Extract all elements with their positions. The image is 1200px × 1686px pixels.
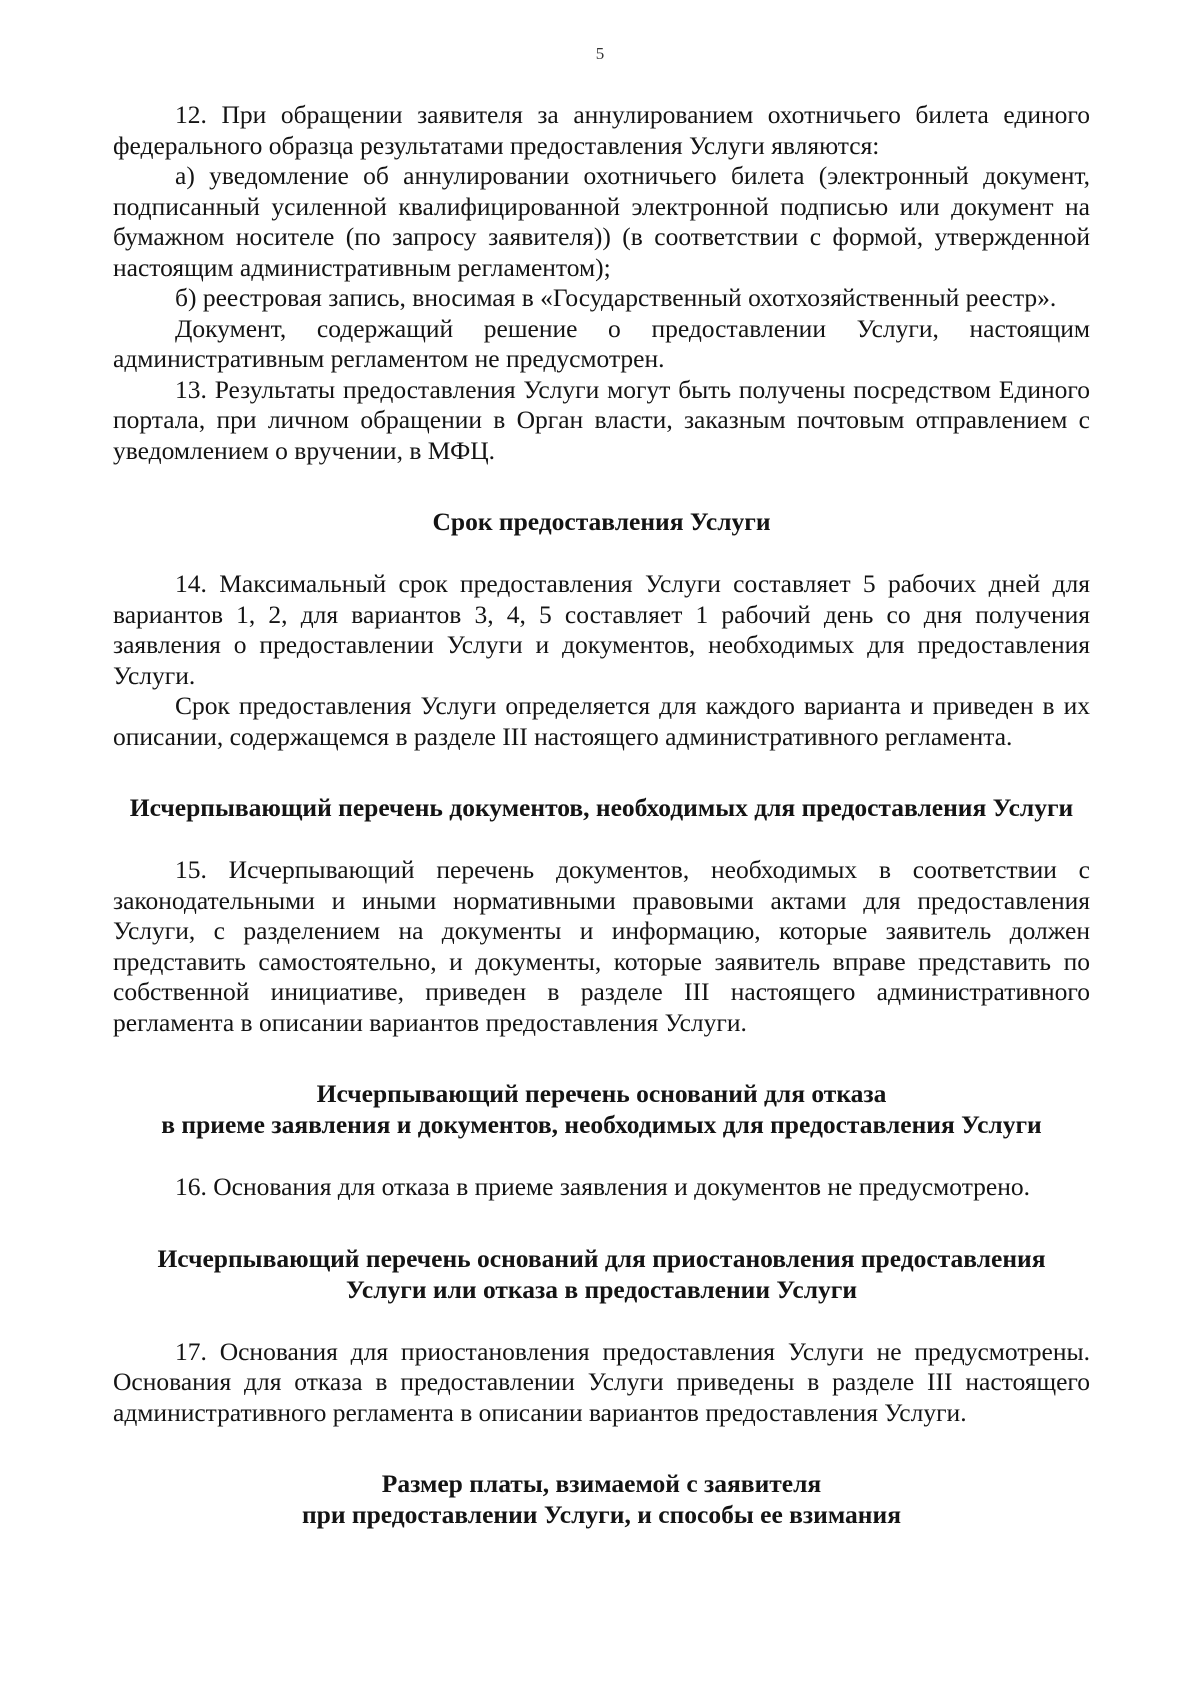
paragraph-15: 15. Исчерпывающий перечень документов, необходимых в соответствии с законодательными и иными нормативными правовыми актами для предоставления Услуги, с разделением на документы и информацию, которые заявитель должен представить самостоятельно, и документы, которые заявитель вправе представить по собственной инициативе, приведен в разделе III настоящего административного регламента в описании вариантов предоставления Услуги.	[113, 855, 1090, 1037]
heading-line: в приеме заявления и документов, необходимых для предоставления Услуги	[161, 1110, 1042, 1139]
paragraph-12-note: Документ, содержащий решение о предоставлении Услуги, настоящим административным регламентом не предусмотрен.	[113, 313, 1090, 373]
paragraph-14-note: Срок предоставления Услуги определяется для каждого варианта и приведен в их описании, содержащемся в разделе III настоящего административного регламента.	[113, 691, 1090, 751]
section-heading-documents	[113, 792, 1090, 823]
paragraph-13: 13. Результаты предоставления Услуги могут быть получены посредством Единого портала, при личном обращении в Орган власти, заказным почтовым отправлением с уведомлением о вручении, в МФЦ.	[113, 374, 1090, 465]
heading-line: Исчерпывающий перечень оснований для приостановления предоставления	[157, 1243, 1046, 1273]
paragraph-12a: а) уведомление об аннулировании охотничьего билета (электронный документ, подписанный усиленной квалифицированной электронной подписью или документ на бумажном носителе (по запросу заявителя)) (в соответствии с формой, утвержденной настоящим административным регламентом);	[113, 161, 1090, 282]
document-body	[113, 100, 1090, 1530]
page-number: 5	[595, 44, 605, 63]
paragraph-12: 12. При обращении заявителя за аннулированием охотничьего билета единого федерального образца результатами предоставления Услуги являются:	[113, 100, 1090, 160]
paragraph-17: 17. Основания для приостановления предоставления Услуги не предусмотрены. Основания для отказа в предоставлении Услуги приведены в разделе III настоящего административного регламента в описании вариантов предоставления Услуги.	[113, 1336, 1090, 1427]
paragraph-16: 16. Основания для отказа в приеме заявления и документов не предусмотрено.	[175, 1172, 1030, 1201]
section-heading-fee	[113, 1468, 1090, 1530]
paragraph-12b: б) реестровая запись, вносимая в «Государственный охотхозяйственный реестр».	[175, 283, 1057, 312]
section-heading-refusal-acceptance	[113, 1078, 1090, 1140]
heading-line: Срок предоставления Услуги	[432, 507, 771, 536]
heading-line: Исчерпывающий перечень документов, необходимых для предоставления Услуги	[129, 793, 1074, 822]
section-heading-term	[113, 506, 1090, 537]
section-heading-suspension	[113, 1243, 1090, 1305]
heading-line: Размер платы, взимаемой с заявителя	[381, 1469, 822, 1498]
heading-line: Исчерпывающий перечень оснований для отказа	[316, 1079, 887, 1108]
paragraph-14: 14. Максимальный срок предоставления Услуги составляет 5 рабочих дней для вариантов 1, 2, для вариантов 3, 4, 5 составляет 1 рабочий день со дня получения заявления о предоставлении Услуги и документов, необходимых для предоставления Услуги.	[113, 569, 1090, 690]
heading-line: при предоставлении Услуги, и способы ее взимания	[301, 1500, 901, 1529]
heading-line: Услуги или отказа в предоставлении Услуги	[345, 1274, 858, 1304]
